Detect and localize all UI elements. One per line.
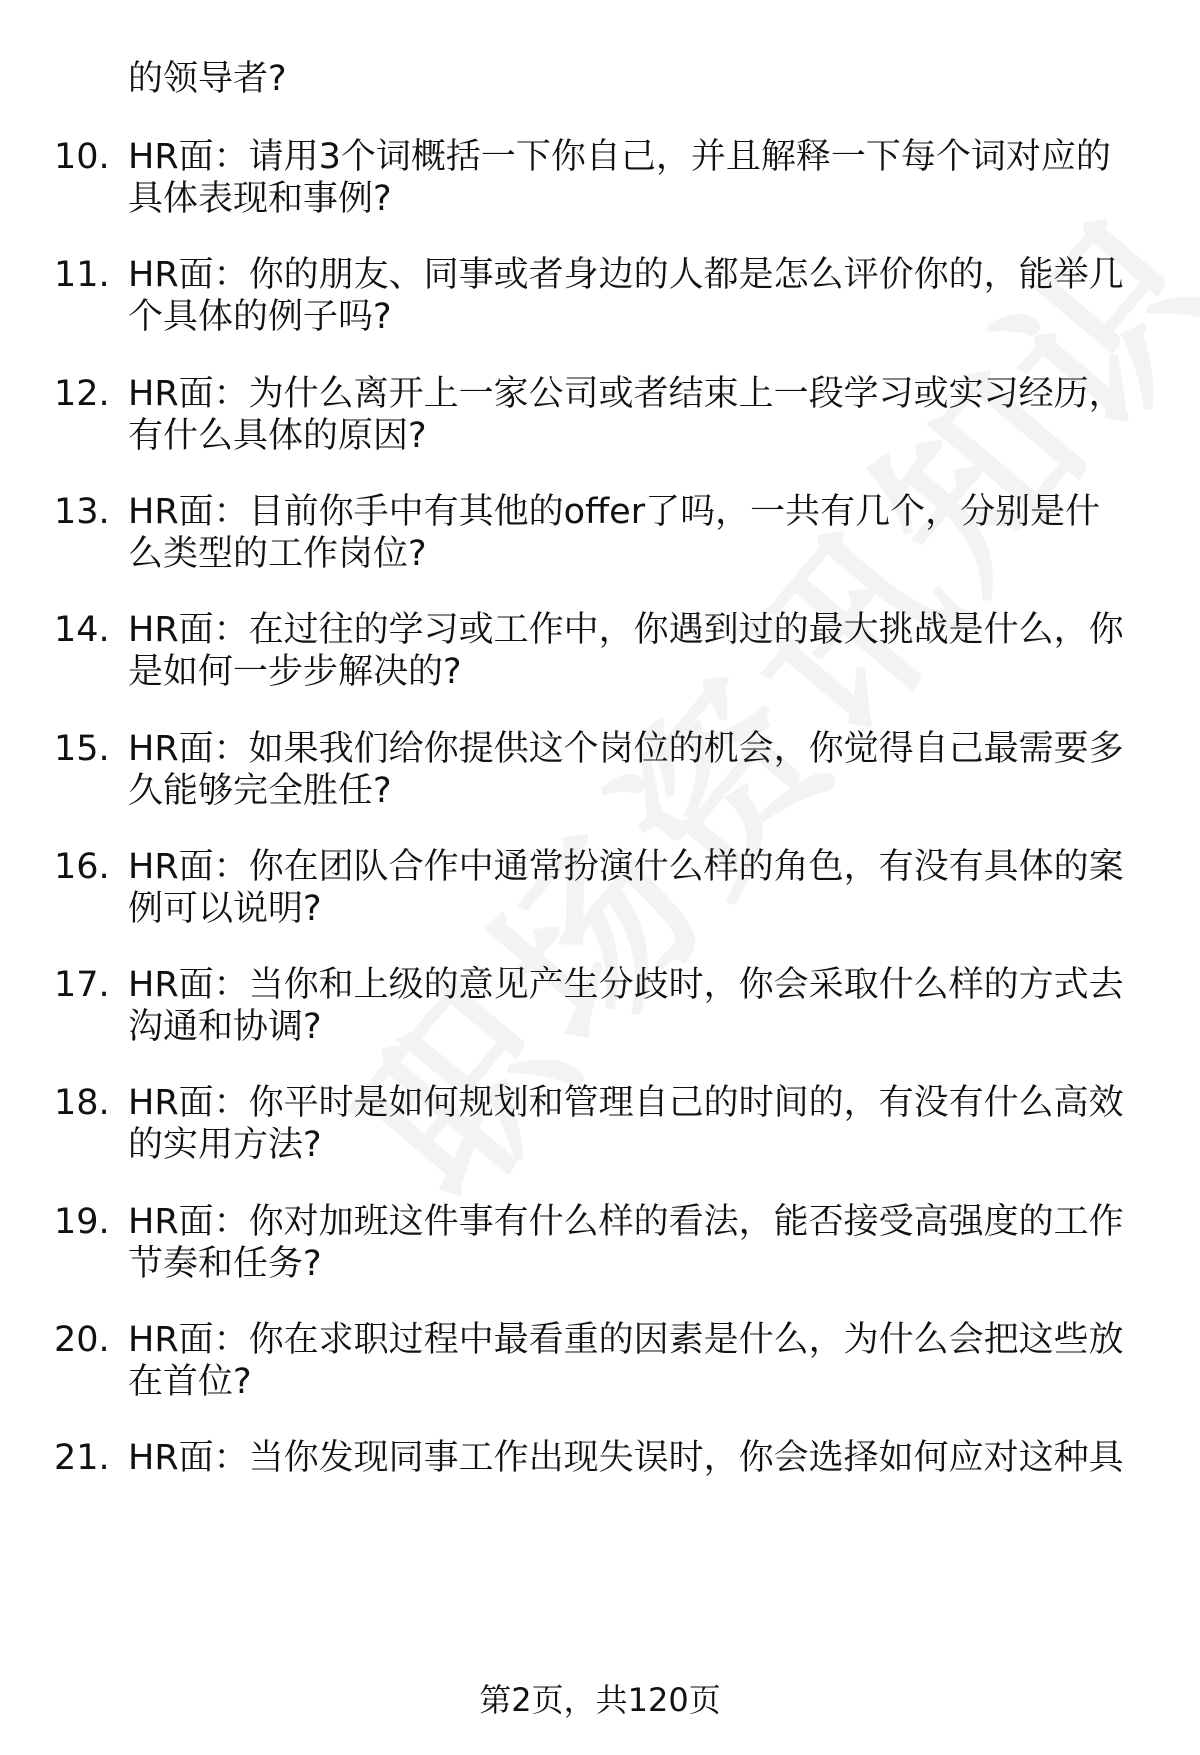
- question-number: 19.: [54, 1202, 110, 1242]
- question-text-line1: HR面：你在求职过程中最看重的因素是什么，为什么会把这些放: [128, 1320, 1124, 1360]
- question-text-line1: HR面：目前你手中有其他的offer了吗，一共有几个，分别是什: [128, 492, 1101, 532]
- question-number: 18.: [54, 1083, 110, 1123]
- question-text-line1: HR面：请用3个词概括一下你自己，并且解释一下每个词对应的: [128, 137, 1111, 177]
- question-text-line1: HR面：当你和上级的意见产生分歧时，你会采取什么样的方式去: [128, 965, 1124, 1005]
- question-text-line1: HR面：你在团队合作中通常扮演什么样的角色，有没有具体的案: [128, 847, 1124, 887]
- question-text-line2: 有什么具体的原因?: [128, 416, 427, 456]
- question-text-line2: 久能够完全胜任?: [128, 771, 392, 811]
- question-text-line2: 具体表现和事例?: [128, 179, 392, 219]
- question-text-line2: 么类型的工作岗位?: [128, 534, 427, 574]
- question-text-line2: 节奏和任务?: [128, 1244, 322, 1284]
- question-text-line2: 个具体的例子吗?: [128, 297, 392, 337]
- question-text-line2: 在首位?: [128, 1362, 252, 1402]
- question-number: 16.: [54, 847, 110, 887]
- question-number: 17.: [54, 965, 110, 1005]
- question-number: 10.: [54, 137, 110, 177]
- question-text-line2: 是如何一步步解决的?: [128, 652, 462, 692]
- question-text-line1: HR面：你平时是如何规划和管理自己的时间的，有没有什么高效: [128, 1083, 1124, 1123]
- question-text-line1: HR面：如果我们给你提供这个岗位的机会，你觉得自己最需要多: [128, 729, 1124, 769]
- question-text-line1: HR面：为什么离开上一家公司或者结束上一段学习或实习经历，: [128, 374, 1124, 414]
- question-number: 14.: [54, 610, 110, 650]
- question-number: 21.: [54, 1438, 110, 1478]
- continuation-text: 的领导者?: [128, 59, 287, 99]
- question-text-line1: HR面：当你发现同事工作出现失误时，你会选择如何应对这种具: [128, 1438, 1124, 1478]
- question-number: 15.: [54, 729, 110, 769]
- question-number: 11.: [54, 255, 110, 295]
- question-text-line2: 例可以说明?: [128, 889, 322, 929]
- question-text-line2: 沟通和协调?: [128, 1007, 322, 1047]
- question-text-line1: HR面：在过往的学习或工作中，你遇到过的最大挑战是什么，你: [128, 610, 1124, 650]
- question-number: 12.: [54, 374, 110, 414]
- question-text-line2: 的实用方法?: [128, 1125, 322, 1165]
- page-footer: 第2页，共120页: [479, 1681, 721, 1719]
- question-number: 20.: [54, 1320, 110, 1360]
- question-text-line1: HR面：你对加班这件事有什么样的看法，能否接受高强度的工作: [128, 1202, 1124, 1242]
- question-text-line1: HR面：你的朋友、同事或者身边的人都是怎么评价你的，能举几: [128, 255, 1124, 295]
- question-number: 13.: [54, 492, 110, 532]
